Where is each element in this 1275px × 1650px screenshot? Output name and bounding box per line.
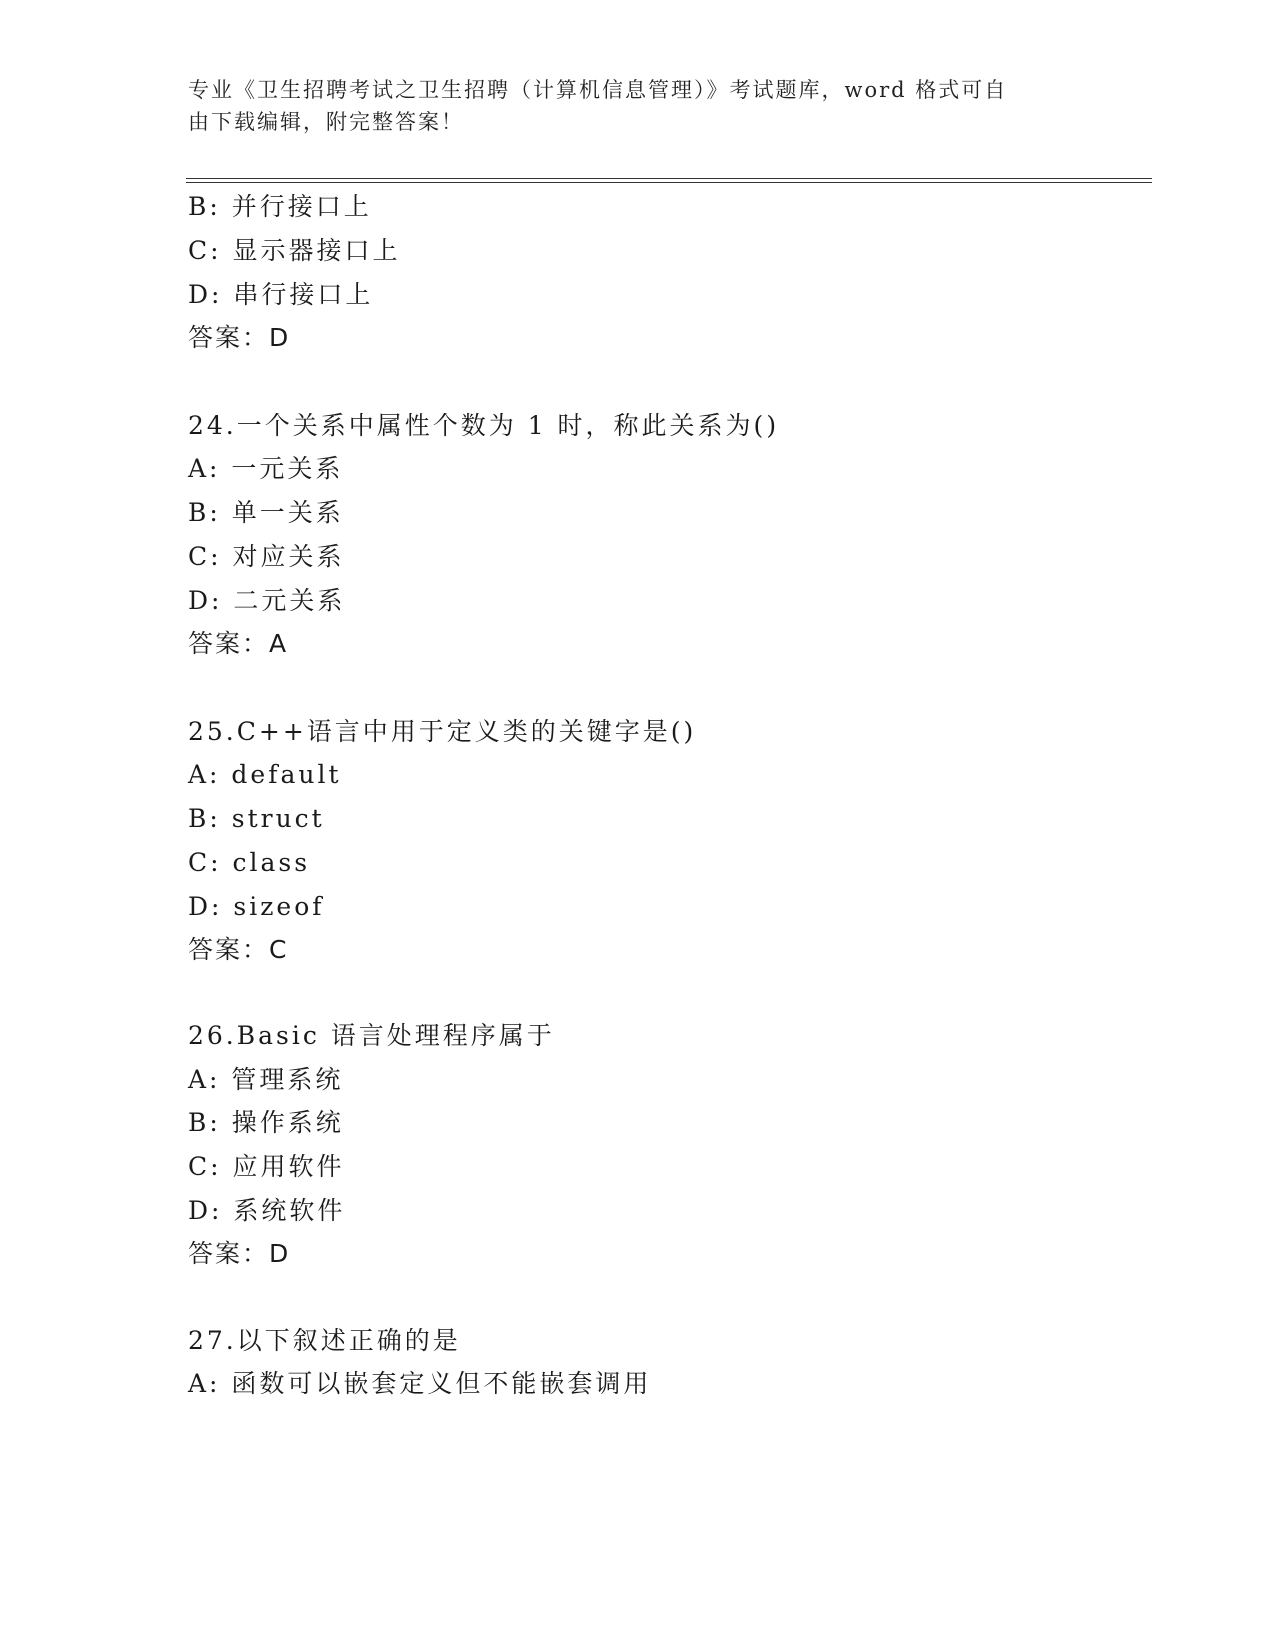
header-line-2: 由下载编辑，附完整答案！ xyxy=(188,110,464,134)
q23-option-d: D: 串行接口上 xyxy=(188,280,374,309)
q23-option-c: C: 显示器接口上 xyxy=(188,236,401,265)
q25-option-c: C: class xyxy=(188,848,311,877)
q24-question: 24.一个关系中属性个数为 1 时，称此关系为() xyxy=(188,411,780,440)
q25-option-b: B: struct xyxy=(188,804,325,833)
q24-option-b: B: 单一关系 xyxy=(188,498,344,527)
q26-option-a: A: 管理系统 xyxy=(188,1065,344,1094)
q26-answer: 答案：D xyxy=(188,1239,291,1268)
q23-option-b: B: 并行接口上 xyxy=(188,192,372,221)
q26-option-d: D: 系统软件 xyxy=(188,1196,346,1225)
q24-option-d: D: 二元关系 xyxy=(188,586,346,615)
q26-option-c: C: 应用软件 xyxy=(188,1152,345,1181)
header-line-1: 专业《卫生招聘考试之卫生招聘（计算机信息管理）》考试题库，word 格式可自 xyxy=(188,78,1008,102)
q24-option-a: A: 一元关系 xyxy=(188,454,344,483)
header-divider xyxy=(186,178,1152,183)
q23-answer: 答案：D xyxy=(188,323,291,352)
q25-answer: 答案：C xyxy=(188,935,289,964)
q25-question: 25.C++语言中用于定义类的关键字是() xyxy=(188,717,697,746)
q26-option-b: B: 操作系统 xyxy=(188,1108,344,1137)
q24-answer: 答案：A xyxy=(188,629,289,658)
q25-option-a: A: default xyxy=(188,760,342,789)
document-header xyxy=(188,74,1088,138)
q26-question: 26.Basic 语言处理程序属于 xyxy=(188,1021,555,1050)
q24-option-c: C: 对应关系 xyxy=(188,542,345,571)
q25-option-d: D: sizeof xyxy=(188,892,325,921)
q27-question: 27.以下叙述正确的是 xyxy=(188,1326,461,1355)
q27-option-a: A: 函数可以嵌套定义但不能嵌套调用 xyxy=(188,1369,652,1398)
